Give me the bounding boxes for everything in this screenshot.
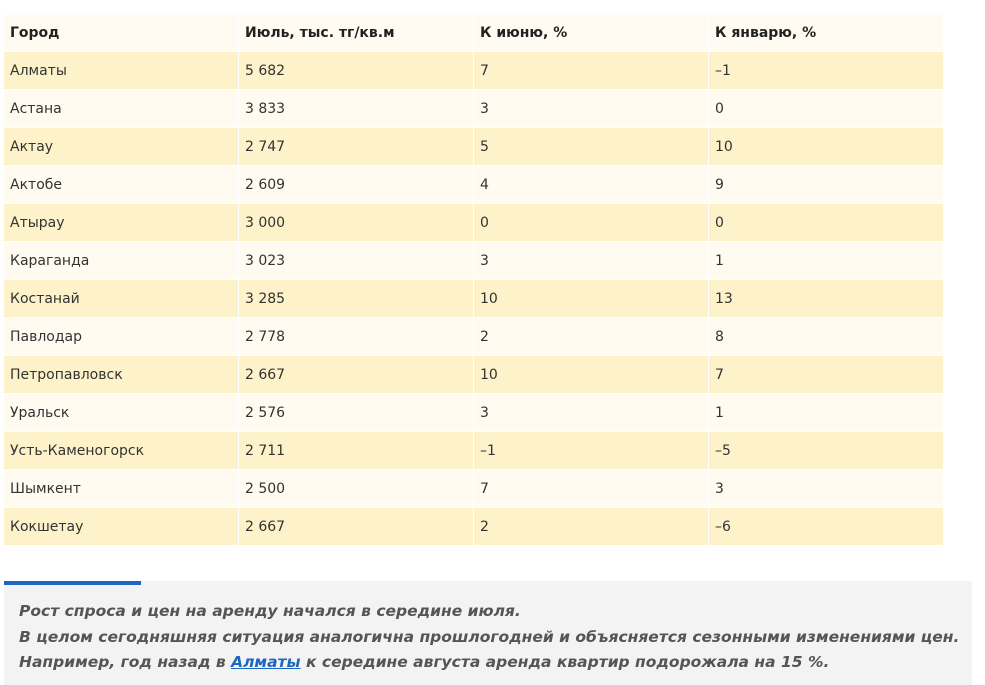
cell-vs-june: 7 — [474, 52, 709, 90]
cell-city: Алматы — [4, 52, 239, 90]
cell-city: Костанай — [4, 280, 239, 318]
cell-city: Атырау — [4, 204, 239, 242]
cell-city: Усть-Каменогорск — [4, 432, 239, 470]
cell-july-price: 2 747 — [239, 128, 474, 166]
cell-july-price: 2 609 — [239, 166, 474, 204]
cell-vs-june: 10 — [474, 356, 709, 394]
cell-july-price: 2 778 — [239, 318, 474, 356]
cell-vs-january: 1 — [709, 394, 943, 432]
cell-vs-january: 3 — [709, 470, 943, 508]
cell-july-price: 3 285 — [239, 280, 474, 318]
cell-vs-january: 13 — [709, 280, 943, 318]
cell-vs-june: 7 — [474, 470, 709, 508]
rent-price-table — [4, 15, 943, 546]
cell-vs-january: –5 — [709, 432, 943, 470]
cell-city: Уральск — [4, 394, 239, 432]
cell-vs-january: –6 — [709, 508, 943, 546]
note-line-2: В целом сегодняшняя ситуация аналогична прошлогодней и объясняется сезонными изменениями цен. — [19, 627, 960, 646]
cell-vs-june: 2 — [474, 508, 709, 546]
column-header-vs-june: К июню, % — [474, 15, 709, 52]
cell-city: Петропавловск — [4, 356, 239, 394]
cell-city: Астана — [4, 90, 239, 128]
column-header-city: Город — [4, 15, 239, 52]
cell-july-price: 2 667 — [239, 356, 474, 394]
note-line-3 — [19, 650, 959, 676]
table-header-row — [4, 15, 943, 52]
cell-vs-june: 3 — [474, 394, 709, 432]
column-header-july-price: Июль, тыс. тг/кв.м — [239, 15, 474, 52]
table-row — [4, 356, 943, 394]
cell-july-price: 3 833 — [239, 90, 474, 128]
table-row — [4, 242, 943, 280]
cell-july-price: 5 682 — [239, 52, 474, 90]
cell-vs-june: –1 — [474, 432, 709, 470]
table-row — [4, 394, 943, 432]
table-row — [4, 166, 943, 204]
column-header-vs-january: К январю, % — [709, 15, 943, 52]
cell-july-price: 2 500 — [239, 470, 474, 508]
table-row — [4, 508, 943, 546]
note-line-3-before: Например, год назад в — [19, 653, 232, 671]
table-row — [4, 318, 943, 356]
cell-vs-january: 8 — [709, 318, 943, 356]
note-accent-bar — [4, 581, 141, 585]
table-row — [4, 90, 943, 128]
table-row — [4, 280, 943, 318]
cell-city: Кокшетау — [4, 508, 239, 546]
cell-vs-january: 9 — [709, 166, 943, 204]
table-row — [4, 470, 943, 508]
cell-city: Караганда — [4, 242, 239, 280]
cell-july-price: 2 576 — [239, 394, 474, 432]
table-row — [4, 432, 943, 470]
cell-city: Актау — [4, 128, 239, 166]
table-row — [4, 128, 943, 166]
cell-vs-june: 0 — [474, 204, 709, 242]
table-row — [4, 52, 943, 90]
cell-vs-june: 3 — [474, 90, 709, 128]
cell-vs-january: 10 — [709, 128, 943, 166]
table-row — [4, 204, 943, 242]
note-line-1: Рост спроса и цен на аренду начался в середине июля. — [19, 602, 521, 620]
cell-vs-june: 10 — [474, 280, 709, 318]
almaty-link[interactable]: Алматы — [231, 653, 301, 671]
note-line-3-after: к середине августа аренда квартир подорожала на 15 %. — [300, 653, 830, 671]
cell-vs-january: –1 — [709, 52, 943, 90]
cell-vs-january: 0 — [709, 204, 943, 242]
cell-vs-june: 4 — [474, 166, 709, 204]
cell-july-price: 3 000 — [239, 204, 474, 242]
cell-vs-january: 1 — [709, 242, 943, 280]
cell-city: Актобе — [4, 166, 239, 204]
cell-vs-january: 7 — [709, 356, 943, 394]
cell-city: Павлодар — [4, 318, 239, 356]
cell-july-price: 2 667 — [239, 508, 474, 546]
note-text — [19, 599, 959, 676]
cell-vs-june: 3 — [474, 242, 709, 280]
cell-july-price: 2 711 — [239, 432, 474, 470]
note-block — [4, 581, 972, 685]
cell-july-price: 3 023 — [239, 242, 474, 280]
cell-vs-january: 0 — [709, 90, 943, 128]
cell-city: Шымкент — [4, 470, 239, 508]
cell-vs-june: 2 — [474, 318, 709, 356]
cell-vs-june: 5 — [474, 128, 709, 166]
